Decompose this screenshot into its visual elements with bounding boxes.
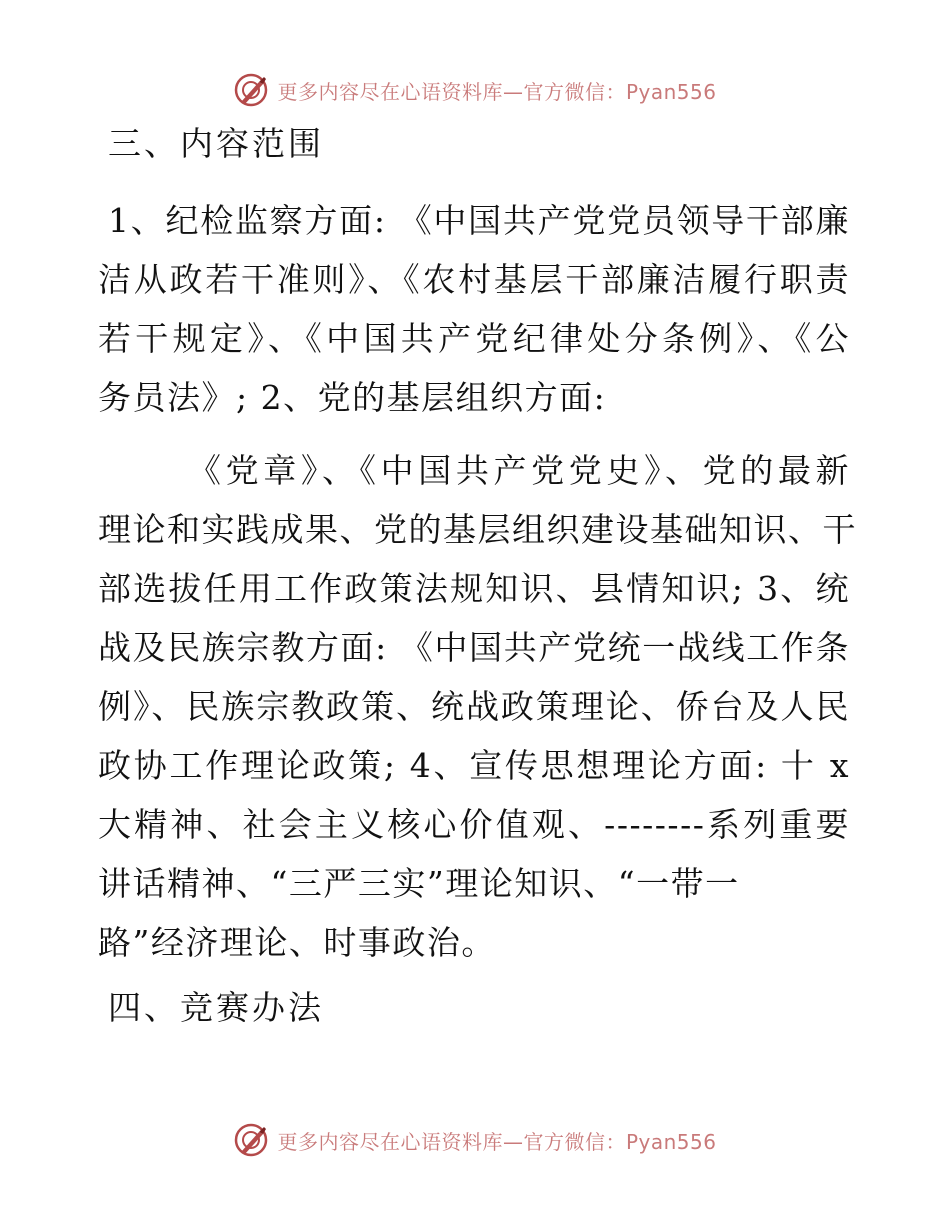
pen-logo-icon: [233, 1122, 269, 1158]
paragraph-line: 路”经济理论、时事政治。: [98, 923, 496, 962]
watermark-text: 更多内容尽在心语资料库—官方微信：Pyan556: [277, 79, 717, 104]
paragraph-line: 例》、民族宗教政策、统战政策理论、侨台及人民: [98, 687, 850, 726]
paragraph-line: 战及民族宗教方面: 《中国共产党统一战线工作条: [98, 628, 850, 667]
paragraph-line: 大精神、社会主义核心价值观、--------系列重要: [98, 805, 850, 844]
section-3-heading: 三、内容范围: [108, 124, 324, 163]
section-4-heading: 四、竞赛办法: [108, 988, 324, 1027]
paragraph-line: 讲话精神、“三严三实”理论知识、“一带一: [98, 864, 740, 903]
paragraph-line: 洁从政若干准则》、《农村基层干部廉洁履行职责: [98, 260, 850, 299]
paragraph-line: 理论和实践成果、党的基层组织建设基础知识、干: [98, 510, 857, 549]
content-paragraph-1: [98, 191, 850, 427]
paragraph-line: 若干规定》、《中国共产党纪律处分条例》、《公: [98, 319, 850, 358]
paragraph-line: 政协工作理论政策; 4、宣传思想理论方面: 十 x: [98, 746, 850, 785]
content-paragraph-2: [98, 441, 857, 972]
paragraph-line: 1、纪检监察方面: 《中国共产党党员领导干部廉: [108, 201, 850, 240]
watermark-text: 更多内容尽在心语资料库—官方微信：Pyan556: [277, 1129, 717, 1154]
paragraph-line: 部选拔任用工作政策法规知识、县情知识; 3、统: [98, 569, 850, 608]
footer-watermark: [0, 1118, 950, 1162]
paragraph-line: 务员法》; 2、党的基层组织方面:: [98, 378, 607, 417]
paragraph-line: 《党章》、《中国共产党党史》、党的最新: [188, 451, 850, 490]
